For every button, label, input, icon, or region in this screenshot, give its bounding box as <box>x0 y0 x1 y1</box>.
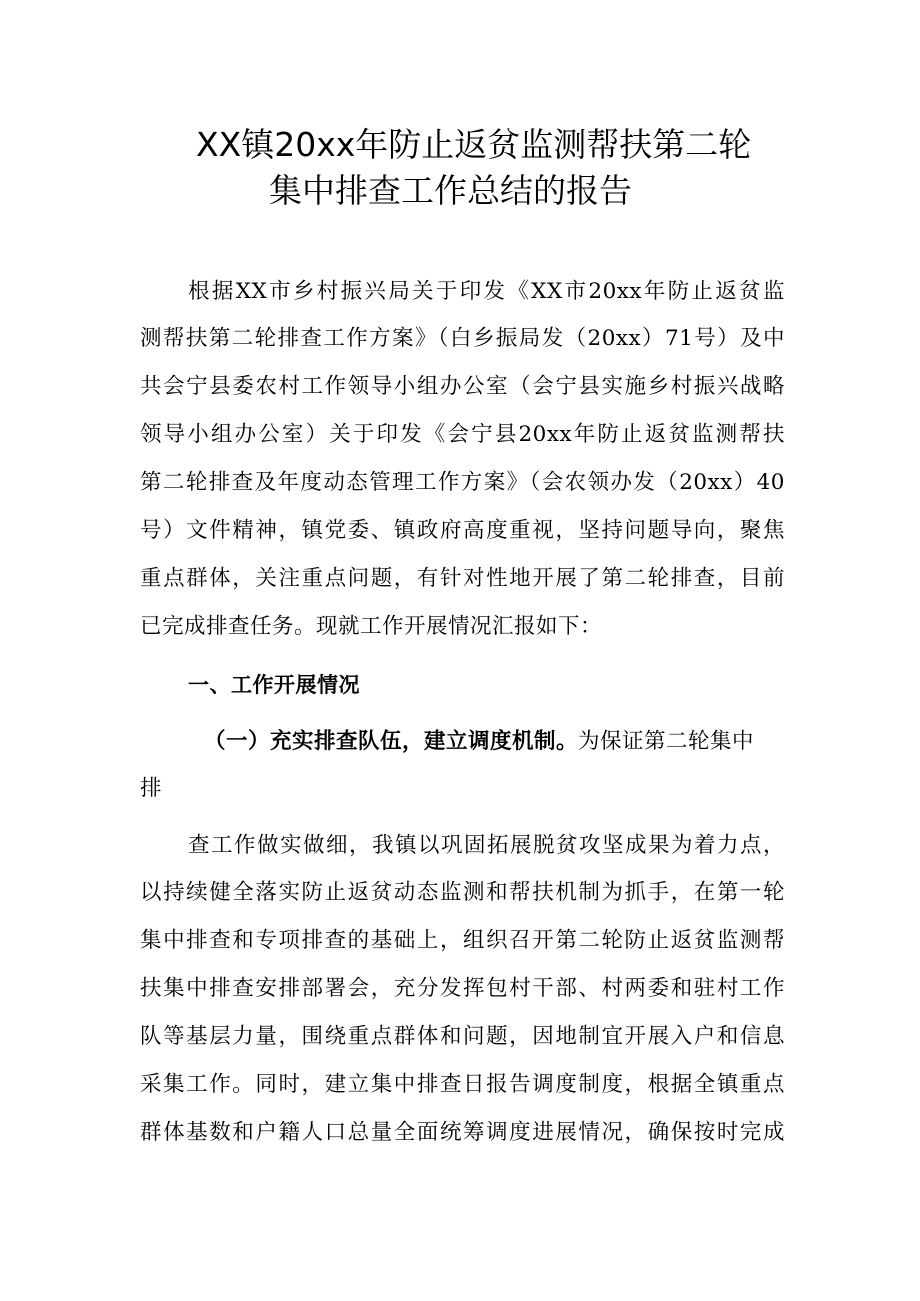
paragraph-1-line: 重点群体，关注重点问题，有针对性地开展了第二轮排查，目前 <box>140 566 785 591</box>
paragraph-1-line: 领导小组办公室）关于印发《会宁县20xx年防止返贫监测帮扶 <box>140 422 785 447</box>
paragraph-2-line: 群体基数和户籍人口总量全面统筹调度进展情况，确保按时完成 <box>140 1120 785 1145</box>
paragraph-2-line: 队等基层力量，围绕重点群体和问题，因地制宜开展入户和信息 <box>140 1024 785 1049</box>
paragraph-1-line: 已完成排查任务。现就工作开展情况汇报如下： <box>140 614 603 639</box>
subsection-1-title: （一）充实排查队伍，建立调度机制。 <box>204 729 579 754</box>
paragraph-1-line: 第二轮排查及年度动态管理工作方案》（会农领办发（20xx）40 <box>140 470 785 495</box>
document-title-line-2: 集中排查工作总结的报告 <box>269 171 632 210</box>
paragraph-2-line: 以持续健全落实防止返贫动态监测和帮扶机制为抓手，在第一轮 <box>140 880 785 905</box>
subsection-1-text: 为保证第二轮集中 <box>578 729 755 754</box>
section-1-heading: 一、工作开展情况 <box>188 673 360 697</box>
subsection-1-tail: 排 <box>140 776 163 801</box>
paragraph-1-line: 根据XX市乡村振兴局关于印发《XX市20xx年防止返贫监 <box>188 279 785 304</box>
paragraph-2-line: 集中排查和专项排查的基础上，组织召开第二轮防止返贫监测帮 <box>140 928 785 953</box>
paragraph-1-line: 号）文件精神，镇党委、镇政府高度重视，坚持问题导向，聚焦 <box>140 518 785 543</box>
paragraph-2-line: 查工作做实做细，我镇以巩固拓展脱贫攻坚成果为着力点， <box>188 833 785 858</box>
subsection-1-line <box>204 727 785 757</box>
paragraph-1-line: 共会宁县委农村工作领导小组办公室（会宁县实施乡村振兴战略 <box>140 374 785 399</box>
document-title-line-1: XX镇20xx年防止返贫监测帮扶第二轮 <box>196 125 752 164</box>
paragraph-1-line: 测帮扶第二轮排查工作方案》（白乡振局发（20xx）71号）及中 <box>140 326 785 351</box>
paragraph-2-line: 采集工作。同时，建立集中排查日报告调度制度，根据全镇重点 <box>140 1072 785 1097</box>
paragraph-2-line: 扶集中排查安排部署会，充分发挥包村干部、村两委和驻村工作 <box>140 976 785 1001</box>
